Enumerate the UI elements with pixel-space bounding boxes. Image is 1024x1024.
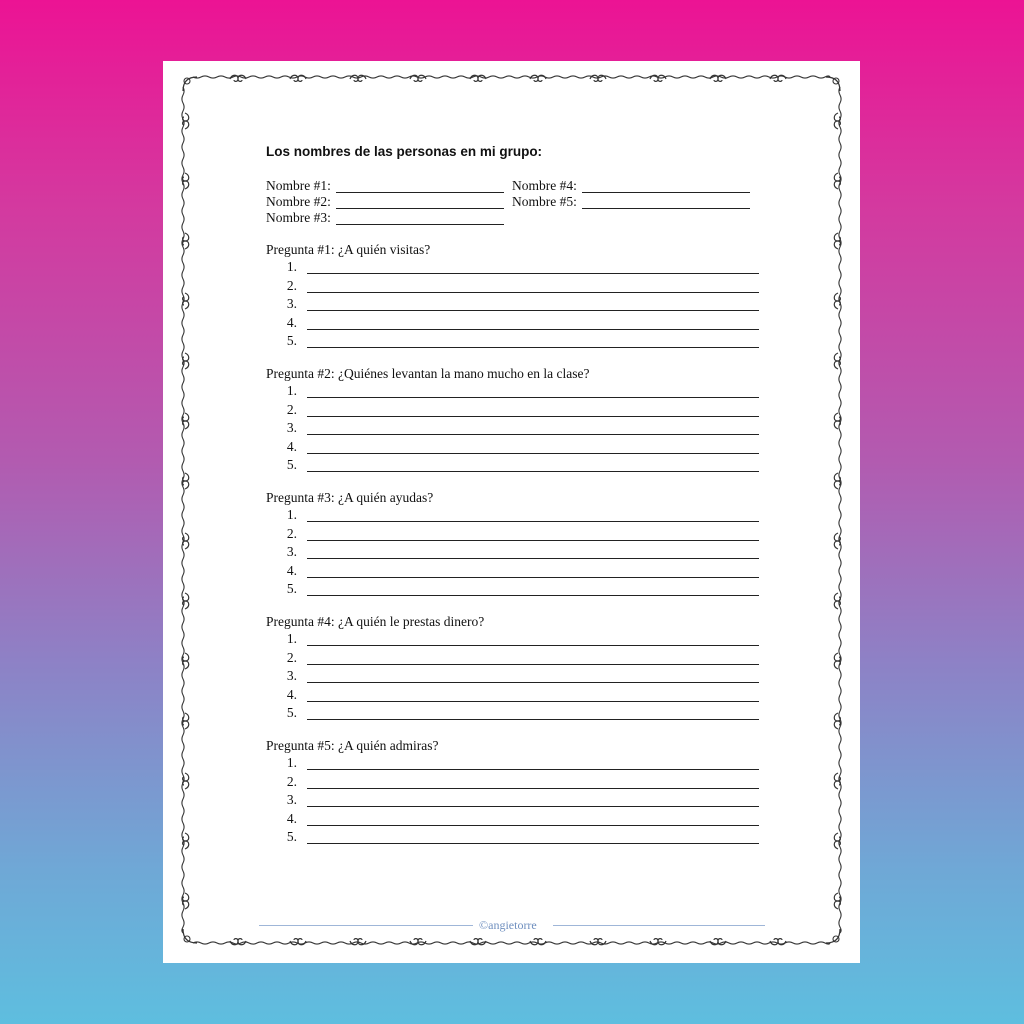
- answer-number: 3.: [286, 296, 297, 311]
- name-label-3: Nombre #3:: [266, 210, 331, 225]
- answer-number: 4.: [286, 314, 297, 330]
- answer-line[interactable]: [307, 719, 759, 720]
- answer-number: 3.: [286, 544, 297, 559]
- answer-line[interactable]: [307, 595, 759, 596]
- border-flourish: [834, 833, 840, 841]
- answer-number: 4.: [286, 686, 297, 702]
- border-flourish: [183, 773, 189, 781]
- border-flourish: [183, 593, 189, 601]
- answer-line[interactable]: [307, 664, 759, 665]
- border-flourish: [193, 942, 830, 944]
- border-flourish: [834, 601, 840, 609]
- answer-number: 2.: [286, 277, 297, 293]
- question-title-1: Pregunta #1: ¿A quién visitas?: [266, 242, 431, 257]
- border-flourish: [834, 533, 840, 541]
- answer-line[interactable]: [307, 558, 759, 559]
- answer-line[interactable]: [307, 347, 759, 348]
- border-flourish: [193, 76, 830, 78]
- border-flourish: [183, 533, 189, 541]
- answer-number: 1.: [286, 631, 297, 646]
- border-flourish: [834, 841, 840, 849]
- answer-line[interactable]: [307, 645, 759, 646]
- answer-number: 2.: [286, 401, 297, 417]
- answer-line[interactable]: [307, 701, 759, 702]
- answer-number: 4.: [286, 810, 297, 826]
- answer-line[interactable]: [307, 453, 759, 454]
- answer-line[interactable]: [307, 521, 759, 522]
- answer-line[interactable]: [307, 577, 759, 578]
- border-flourish: [183, 293, 189, 301]
- border-flourish: [183, 361, 189, 369]
- answer-line[interactable]: [307, 397, 759, 398]
- answer-line[interactable]: [307, 806, 759, 807]
- answer-number: 3.: [286, 792, 297, 807]
- question-title-4: Pregunta #4: ¿A quién le prestas dinero?: [266, 614, 485, 629]
- answer-line[interactable]: [307, 329, 759, 330]
- answer-number: 5.: [286, 457, 297, 472]
- name-field-3[interactable]: [336, 224, 504, 225]
- question-title-3: Pregunta #3: ¿A quién ayudas?: [266, 490, 434, 505]
- answer-line[interactable]: [307, 769, 759, 770]
- border-flourish: [183, 113, 189, 121]
- answer-number: 2.: [286, 649, 297, 665]
- border-flourish: [834, 361, 840, 369]
- border-flourish: [182, 87, 184, 933]
- name-label-4: Nombre #4:: [512, 178, 577, 193]
- border-flourish: [834, 773, 840, 781]
- border-flourish: [834, 353, 840, 361]
- answer-number: 5.: [286, 333, 297, 348]
- name-label-2: Nombre #2:: [266, 194, 331, 209]
- answer-line[interactable]: [307, 682, 759, 683]
- name-field-4[interactable]: [582, 192, 750, 193]
- answer-number: 1.: [286, 259, 297, 274]
- border-flourish: [183, 541, 189, 549]
- answer-number: 2.: [286, 773, 297, 789]
- answer-line[interactable]: [307, 540, 759, 541]
- answer-line[interactable]: [307, 434, 759, 435]
- border-flourish: [184, 78, 190, 84]
- answer-line[interactable]: [307, 273, 759, 274]
- border-flourish: [184, 936, 190, 942]
- answer-number: 4.: [286, 438, 297, 454]
- border-flourish: [183, 841, 189, 849]
- border-flourish: [833, 78, 839, 84]
- answer-number: 4.: [286, 562, 297, 578]
- name-field-5[interactable]: [582, 208, 750, 209]
- name-label-5: Nombre #5:: [512, 194, 577, 209]
- answer-line[interactable]: [307, 788, 759, 789]
- answer-number: 5.: [286, 829, 297, 844]
- border-flourish: [839, 87, 841, 933]
- border-flourish: [834, 541, 840, 549]
- answer-number: 3.: [286, 668, 297, 683]
- border-flourish: [183, 833, 189, 841]
- copyright-footer: ©angietorre: [479, 918, 537, 932]
- name-label-1: Nombre #1:: [266, 178, 331, 193]
- border-flourish: [833, 936, 839, 942]
- border-flourish: [834, 293, 840, 301]
- answer-number: 1.: [286, 755, 297, 770]
- border-flourish: [834, 593, 840, 601]
- answer-line[interactable]: [307, 471, 759, 472]
- border-flourish: [183, 301, 189, 309]
- border-flourish: [183, 781, 189, 789]
- name-field-2[interactable]: [336, 208, 504, 209]
- worksheet-page: [163, 61, 860, 963]
- footer-rule-left: [259, 925, 473, 926]
- answer-line[interactable]: [307, 310, 759, 311]
- answer-line[interactable]: [307, 843, 759, 844]
- page-heading: Los nombres de las personas en mi grupo:: [266, 144, 543, 159]
- border-flourish: [834, 301, 840, 309]
- answer-number: 1.: [286, 507, 297, 522]
- border-flourish: [834, 121, 840, 129]
- border-flourish: [183, 121, 189, 129]
- answer-line[interactable]: [307, 825, 759, 826]
- answer-line[interactable]: [307, 292, 759, 293]
- answer-number: 1.: [286, 383, 297, 398]
- border-flourish: [834, 113, 840, 121]
- border-flourish: [183, 353, 189, 361]
- name-field-1[interactable]: [336, 192, 504, 193]
- answer-number: 5.: [286, 705, 297, 720]
- question-title-2: Pregunta #2: ¿Quiénes levantan la mano mucho en la clase?: [266, 366, 590, 381]
- border-flourish: [183, 601, 189, 609]
- border-flourish: [834, 781, 840, 789]
- answer-number: 3.: [286, 420, 297, 435]
- answer-number: 5.: [286, 581, 297, 596]
- answer-line[interactable]: [307, 416, 759, 417]
- question-title-5: Pregunta #5: ¿A quién admiras?: [266, 738, 439, 753]
- footer-rule-right: [553, 925, 765, 926]
- answer-number: 2.: [286, 525, 297, 541]
